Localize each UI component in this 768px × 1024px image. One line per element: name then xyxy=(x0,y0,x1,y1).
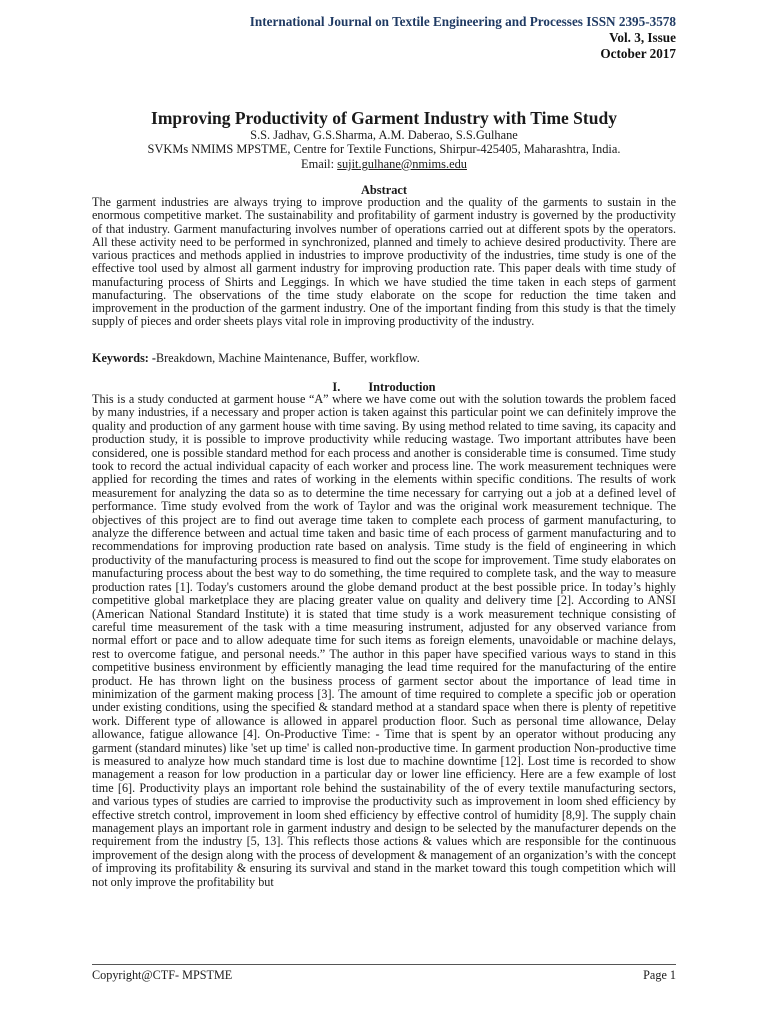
journal-name: International Journal on Textile Engineering and Processes ISSN 2395-3578 xyxy=(249,14,676,29)
keywords-label: Keywords: - xyxy=(92,351,156,365)
email-line xyxy=(92,157,676,171)
email-link[interactable]: sujit.gulhane@nmims.edu xyxy=(337,156,467,171)
author-block xyxy=(92,128,676,171)
journal-date: October 2017 xyxy=(600,46,676,61)
footer-page-number: Page 1 xyxy=(643,968,676,982)
abstract-heading: Abstract xyxy=(360,183,408,197)
section-title: Introduction xyxy=(368,380,436,394)
keywords-list: Breakdown, Machine Maintenance, Buffer, workflow. xyxy=(155,351,420,365)
email-label: Email: xyxy=(301,156,338,171)
authors: S.S. Jadhav, G.S.Sharma, A.M. Daberao, S.S.Gulhane xyxy=(250,128,518,142)
affiliation: SVKMs NMIMS MPSTME, Centre for Textile Functions, Shirpur-425405, Maharashtra, India. xyxy=(147,142,621,157)
journal-volume: Vol. 3, Issue xyxy=(609,30,676,45)
keywords-line xyxy=(92,351,676,365)
footer-copyright: Copyright@CTF- MPSTME xyxy=(92,968,233,982)
paper-title: Improving Productivity of Garment Industry with Time Study xyxy=(151,108,617,128)
journal-header xyxy=(92,14,676,62)
footer-divider xyxy=(92,964,676,965)
abstract-text: The garment industries are always trying to improve production and the quality of the garments to sustain in the enormous competitive market. The sustainability and profitability of garment industry is governed by the productivity of that industry. Garment manufacturing involves number of operations carried out at different spots by the operators. All these activity need to be performed in synchronized, planned and timely to achieve desired productivity. There are various practices and methods applied in industries to improve productivity of the industries, time study is one of the effective tool used by almost all garment industry for improving production rate. This paper deals with time study of manufacturing process of Shirts and Leggings. In which we have studied the time taken in each steps of garment manufacturing. The observations of the time study elaborate on the scope for reduction the time taken and improvement in the production of the garment industry. One of the important finding from this study is that the timely supply of pieces and order sheets plays vital role in improving productivity of the industry. xyxy=(92,195,676,329)
section-number: I. xyxy=(332,380,341,394)
introduction-text: This is a study conducted at garment house “A” where we have come out with the solution towards the problem faced by many industries, if a necessary and proper action is taken against this particular point we can definitely improve the quality and production of any garment house with time saving. By using method related to time saving, its capacity and production study, it is possible to improve productivity while reducing wastage. Two important attributes have been considered, one is possible standard method for each process and another is considerable time is consumed. Time study took to record the actual individual capacity of each worker and process line. The work measurement techniques were applied for recording the times and rates of working in the elements within specific conditions. The results of work measurement for analyzing the data so as to determine the time necessary for carrying out a job at a defined level of performance. Time study evolved from the work of Taylor and was the original work measurement technique. The objectives of this project are to find out average time taken to complete each process of garment manufacturing, to analyze the difference between and actual time taken and basic time of each process of garment manufacturing and to recommendations for improving production rate based on analysis. Time study is the field of engineering in which productivity of the manufacturing process is measured to find out the scope for improvement. Time study elaborates on manufacturing process about the best way to do something, the time required to complete task, and the way to measure production rates [1]. Today's customers around the globe demand product at the best possible price. In today’s highly competitive global marketplace they are placing greater value on quality and delivery time [2]. According to ANSI (American National Standard Institute) it is stated that time study is a work measurement technique consisting of careful time measurement of the task with a time measuring instrument, adjusted for any observed variance from normal effort or pace and to allow adequate time for such items as foreign elements, unavoidable or machine delays, rest to overcome fatigue, and personal needs.” The author in this paper have specified various ways to stand in this competitive business environment by efficiently managing the lead time required for the manufacturing of the entire product. He has thrown light on the business process of garment sector about the importance of lead time in minimization of the garment making process [3]. The amount of time required to complete a specific job or operation under existing conditions, using the specified & standard method at a standard space when there is plenty of repetitive work. Different type of allowance is allowed in apparel production floor. Such as personal time allowance, Delay allowance, fatigue allowance [4]. On-Productive Time: - Time that is spent by an operator without producing any garment (standard minutes) like 'set up time' is called non-productive time. In garment production Non-productive time is measured to analyze how much standard time is lost due to machine downtime [12]. Lost time is recorded to show management a reason for low production in a particular day or lower line efficiency. Here are a few example of lost time [6]. Productivity plays an important role behind the sustainability of the of every textile manufacturing sectors, and various types of studies are carried to improvise the productivity such as improvement in loom shed efficiency by effective stretch control, improvement in loom shed efficiency by effective control of humidity [8,9]. The supply chain management plays an important role in garment industry and design to be selected by the manufacturer depends on the requirement from the industry [5, 13]. This reflects those actions & values which are responsible for the continuous improvement of the design along with the process of development & management of an organization’s with the concept of improving its profitability & ensuring its survival and stand in the market toward this tough competition which will not only improve the profitability but xyxy=(92,392,676,889)
